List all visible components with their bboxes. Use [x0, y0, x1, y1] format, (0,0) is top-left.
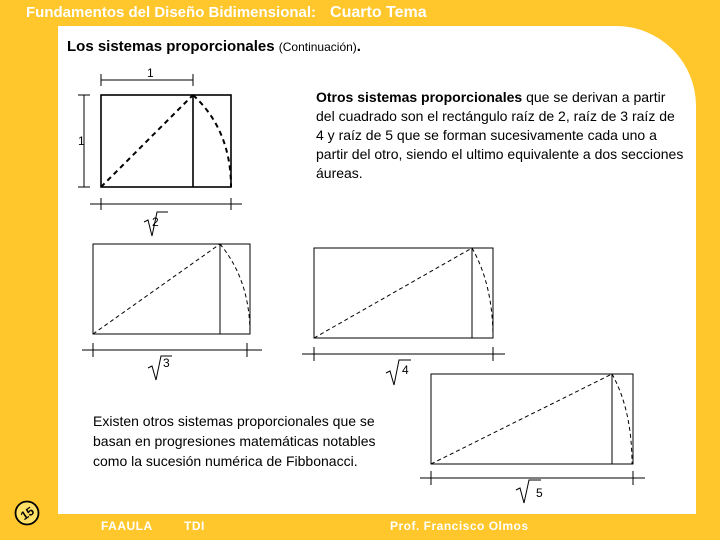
root4-diagonal — [314, 248, 472, 338]
root3-figure — [82, 244, 262, 380]
root4-label: 4 — [402, 363, 409, 377]
arc-root5 — [612, 374, 632, 464]
root3-rectangle — [93, 244, 250, 334]
description-rest: que se derivan a partir del cuadrado son el rectángulo raíz de 2, raíz de 3 raíz de 4 y raíz de 5 que se forman sucesivamente cada uno a partir del otro, siendo el ultimo equivalente a dos secciones áureas. — [316, 89, 684, 181]
footer-institution: FAAULA — [101, 519, 153, 533]
side-dimension-label: 1 — [78, 134, 85, 148]
arc-root4 — [472, 248, 493, 338]
description-bold: Otros sistemas proporcionales — [316, 89, 523, 105]
arc-root2 — [193, 95, 231, 187]
fibonacci-text: Existen otros sistemas proporcionales que se basan en progresiones matemáticas notables como la sucesión numérica de Fibbonacci. — [93, 413, 376, 469]
root4-rectangle — [314, 248, 493, 338]
square-diagonal — [101, 95, 193, 187]
root2-rectangle — [101, 95, 231, 187]
arc-root3 — [220, 244, 250, 334]
root2-label: 2 — [152, 215, 159, 229]
slide-number: 15 — [17, 503, 37, 523]
title-main: Los sistemas proporcionales — [67, 38, 275, 55]
slide-number-badge — [14, 500, 40, 526]
root3-diagonal — [93, 244, 220, 334]
title-period: . — [356, 38, 361, 55]
root5-diagonal — [431, 374, 612, 464]
root5-label: 5 — [536, 486, 543, 500]
root5-figure — [420, 374, 645, 503]
footer-dept: TDI — [184, 519, 205, 533]
root2-figure — [78, 74, 242, 236]
topic-title: Cuarto Tema — [330, 4, 427, 21]
root3-label: 3 — [163, 356, 170, 370]
course-title: Fundamentos del Diseño Bidimensional: — [26, 4, 317, 21]
footer-professor: Prof. Francisco Olmos — [390, 519, 529, 533]
root5-rectangle — [431, 374, 633, 464]
title-sub: (Continuación) — [278, 40, 357, 54]
top-dimension-label: 1 — [147, 66, 154, 80]
